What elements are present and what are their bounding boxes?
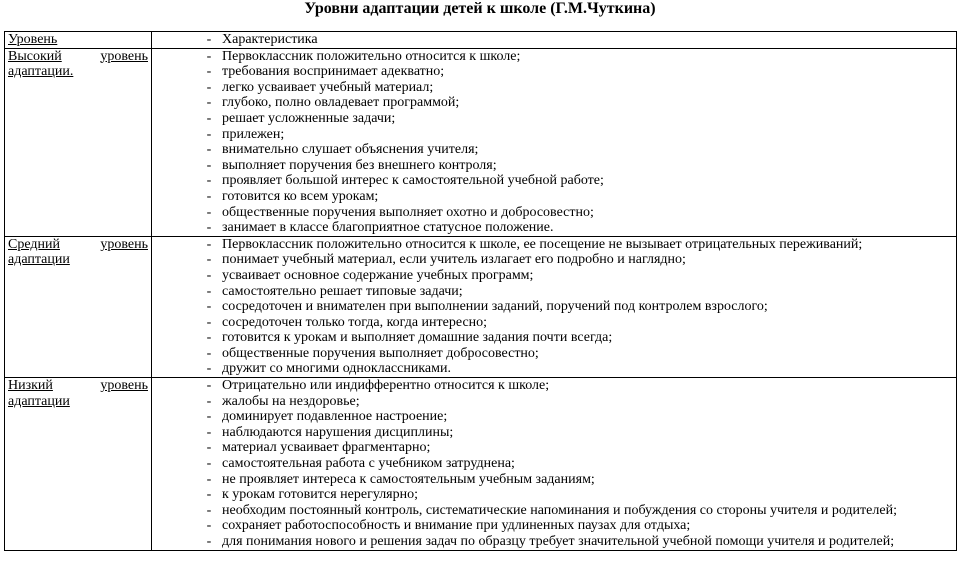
list-item-text: необходим постоянный контроль, систематические напоминания и побуждения со стороны учителя и родителей; bbox=[222, 502, 897, 518]
dash-marker: - bbox=[206, 456, 212, 472]
dash-marker: - bbox=[206, 299, 212, 315]
dash-marker: - bbox=[206, 79, 212, 95]
level-name-word: уровень bbox=[100, 378, 148, 394]
level-name-first-line bbox=[8, 378, 148, 394]
list-item-text: сохраняет работоспособность и внимание при удлиненных паузах для отдыха; bbox=[222, 518, 691, 534]
level-name-word: Высокий bbox=[8, 48, 62, 64]
list-item-text: проявляет большой интерес к самостоятельной учебной работе; bbox=[222, 173, 604, 189]
level-name-word: Средний bbox=[8, 236, 60, 252]
table-header-row bbox=[5, 32, 957, 49]
list-item-text: внимательно слушает объяснения учителя; bbox=[222, 142, 479, 158]
dash-marker: - bbox=[206, 345, 212, 361]
dash-marker: - bbox=[206, 534, 212, 549]
list-item-text: Отрицательно или индифферентно относится к школе; bbox=[222, 378, 550, 394]
list-item-text: не проявляет интереса к самостоятельным учебным заданиям; bbox=[222, 471, 595, 487]
list-item-text: дружит со многими одноклассниками. bbox=[222, 361, 451, 377]
header-level-cell bbox=[5, 32, 152, 49]
list-item bbox=[155, 534, 953, 550]
level-name-first-line bbox=[8, 49, 148, 65]
list-item bbox=[155, 205, 953, 221]
dash-marker: - bbox=[206, 502, 212, 518]
list-item bbox=[155, 487, 953, 503]
list-item-text: понимает учебный материал, если учитель излагает его подробно и наглядно; bbox=[222, 252, 686, 268]
dash-marker: - bbox=[206, 471, 212, 487]
level-name bbox=[8, 237, 148, 268]
level-name-second-line: адаптации. bbox=[8, 64, 74, 80]
list-item bbox=[155, 173, 953, 189]
adaptation-levels-table bbox=[4, 31, 957, 551]
list-item bbox=[155, 237, 953, 253]
list-item bbox=[155, 268, 953, 284]
header-characteristic-cell bbox=[152, 32, 957, 49]
dash-marker: - bbox=[206, 393, 212, 409]
list-item-text: требования воспринимает адекватно; bbox=[222, 64, 445, 80]
dash-marker: - bbox=[206, 126, 212, 142]
list-item-text: Первоклассник положительно относится к школе, ее посещение не вызывает отрицательных переживаний; bbox=[222, 236, 863, 252]
list-item-text: самостоятельная работа с учебником затруднена; bbox=[222, 456, 515, 472]
list-item-text: решает усложненные задачи; bbox=[222, 110, 396, 126]
level-name bbox=[8, 378, 148, 409]
list-item bbox=[155, 456, 953, 472]
list-item bbox=[155, 127, 953, 143]
header-characteristic-label: Характеристика bbox=[222, 32, 318, 47]
list-item bbox=[155, 425, 953, 441]
list-item-text: готовится ко всем урокам; bbox=[222, 188, 379, 204]
list-item-text: Первоклассник положительно относится к школе; bbox=[222, 48, 521, 64]
list-item bbox=[155, 142, 953, 158]
dash-marker: - bbox=[206, 157, 212, 173]
list-item bbox=[155, 409, 953, 425]
dash-marker: - bbox=[206, 518, 212, 534]
list-item bbox=[155, 80, 953, 96]
characteristics-list bbox=[155, 378, 953, 550]
list-item bbox=[155, 220, 953, 236]
dash-marker: - bbox=[206, 204, 212, 220]
list-item bbox=[155, 189, 953, 205]
list-item-text: самостоятельно решает типовые задачи; bbox=[222, 283, 463, 299]
level-name-first-line bbox=[8, 237, 148, 253]
dash-marker: - bbox=[206, 110, 212, 126]
list-item bbox=[155, 440, 953, 456]
dash-marker: - bbox=[206, 330, 212, 346]
list-item bbox=[155, 111, 953, 127]
level-row-high bbox=[5, 48, 957, 236]
header-level-label: Уровень bbox=[8, 32, 58, 47]
dash-marker: - bbox=[206, 409, 212, 425]
list-item bbox=[155, 472, 953, 488]
level-name bbox=[8, 49, 148, 80]
list-item-text: занимает в классе благоприятное статусное положение. bbox=[222, 220, 554, 236]
level-name-second-line: адаптации bbox=[8, 252, 70, 268]
list-item bbox=[155, 378, 953, 394]
list-item bbox=[155, 64, 953, 80]
header-characteristic-item bbox=[155, 32, 953, 48]
list-item bbox=[155, 95, 953, 111]
level-name-word: уровень bbox=[100, 236, 148, 252]
dash-marker: - bbox=[206, 173, 212, 189]
dash-marker: - bbox=[206, 283, 212, 299]
list-item bbox=[155, 503, 953, 519]
dash-marker: - bbox=[206, 142, 212, 158]
list-item-text: материал усваивает фрагментарно; bbox=[222, 440, 431, 456]
dash-marker: - bbox=[206, 361, 212, 377]
list-item bbox=[155, 299, 953, 315]
list-item bbox=[155, 394, 953, 410]
level-row-low bbox=[5, 378, 957, 551]
list-item-text: легко усваивает учебный материал; bbox=[222, 79, 434, 95]
list-item bbox=[155, 518, 953, 534]
dash-marker: - bbox=[206, 267, 212, 283]
list-item-text: глубоко, полно овладевает программой; bbox=[222, 95, 460, 111]
list-item bbox=[155, 315, 953, 331]
list-item-text: сосредоточен и внимателен при выполнении заданий, поручений под контролем взрослого; bbox=[222, 299, 768, 315]
list-item-text: сосредоточен только тогда, когда интересно; bbox=[222, 314, 488, 330]
list-item bbox=[155, 284, 953, 300]
level-row-medium bbox=[5, 236, 957, 377]
dash-marker: - bbox=[206, 236, 212, 252]
level-name-cell bbox=[5, 378, 152, 551]
dash-marker: - bbox=[206, 424, 212, 440]
characteristics-list bbox=[155, 237, 953, 377]
list-item bbox=[155, 158, 953, 174]
list-item-text: выполняет поручения без внешнего контроля; bbox=[222, 157, 497, 173]
document-title: Уровни адаптации детей к школе (Г.М.Чуткина) bbox=[304, 0, 656, 17]
dash-marker: - bbox=[206, 440, 212, 456]
dash-marker: - bbox=[206, 220, 212, 236]
list-item-text: для понимания нового и решения задач по образцу требует значительной учебной помощи учителя и родителей; bbox=[222, 534, 895, 549]
list-item bbox=[155, 361, 953, 377]
list-item bbox=[155, 49, 953, 65]
list-item-text: наблюдаются нарушения дисциплины; bbox=[222, 424, 454, 440]
list-item-text: общественные поручения выполняет добросовестно; bbox=[222, 345, 539, 361]
dash-marker: - bbox=[206, 314, 212, 330]
dash-marker: - bbox=[206, 32, 212, 47]
list-item-text: к урокам готовится нерегулярно; bbox=[222, 487, 419, 503]
list-item-text: общественные поручения выполняет охотно и добросовестно; bbox=[222, 204, 594, 220]
characteristics-cell bbox=[152, 48, 957, 236]
level-name-cell bbox=[5, 48, 152, 236]
dash-marker: - bbox=[206, 252, 212, 268]
list-item bbox=[155, 252, 953, 268]
dash-marker: - bbox=[206, 64, 212, 80]
level-name-word: Низкий bbox=[8, 378, 53, 394]
dash-marker: - bbox=[206, 487, 212, 503]
list-item bbox=[155, 330, 953, 346]
characteristics-list bbox=[155, 49, 953, 236]
list-item-text: доминирует подавленное настроение; bbox=[222, 409, 448, 425]
level-name-cell bbox=[5, 236, 152, 377]
dash-marker: - bbox=[206, 378, 212, 394]
characteristics-cell bbox=[152, 236, 957, 377]
dash-marker: - bbox=[206, 48, 212, 64]
dash-marker: - bbox=[206, 95, 212, 111]
dash-marker: - bbox=[206, 188, 212, 204]
list-item-text: прилежен; bbox=[222, 126, 285, 142]
list-item-text: жалобы на нездоровье; bbox=[222, 393, 360, 409]
list-item-text: усваивает основное содержание учебных программ; bbox=[222, 267, 534, 283]
list-item bbox=[155, 346, 953, 362]
level-name-second-line: адаптации bbox=[8, 393, 70, 409]
characteristics-cell bbox=[152, 378, 957, 551]
list-item-text: готовится к урокам и выполняет домашние задания почти всегда; bbox=[222, 330, 613, 346]
level-name-word: уровень bbox=[100, 48, 148, 64]
